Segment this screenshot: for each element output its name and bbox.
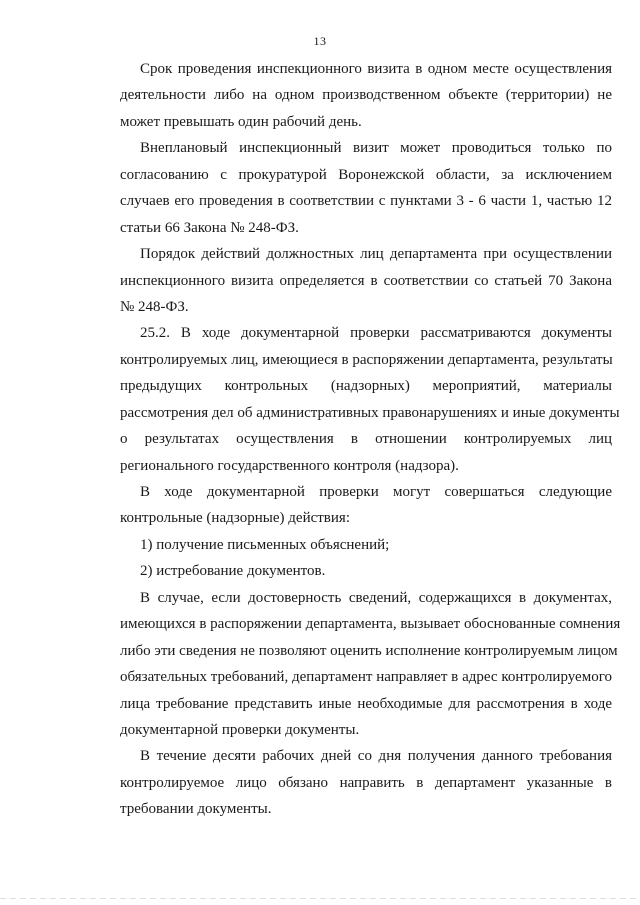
text-line: контрольные (надзорные) действия: xyxy=(120,510,350,527)
text-line: 25.2. В ходе документарной проверки рассматриваются документы xyxy=(140,325,612,342)
page-number: 13 xyxy=(313,34,327,48)
text-line: регионального государственного контроля (надзора). xyxy=(120,457,459,474)
text-line: № 248-ФЗ. xyxy=(120,298,189,315)
text-line: имеющихся в распоряжении департамента, вызывает обоснованные сомнения xyxy=(120,616,621,633)
text-line: случаев его проведения в соответствии с пунктами 3 - 6 части 1, частью 12 xyxy=(120,193,612,210)
text-line: Порядок действий должностных лиц департамента при осуществлении xyxy=(140,246,612,263)
text-line: деятельности либо на одном производственном объекте (территории) не xyxy=(120,87,612,104)
text-line: рассмотрения дел об административных правонарушениях и иные документы xyxy=(120,404,620,421)
text-line: В ходе документарной проверки могут совершаться следующие xyxy=(140,484,612,500)
text-line: контролируемых лиц, имеющиеся в распоряжении департамента, результаты xyxy=(120,351,613,368)
text-line: обязательных требований, департамент направляет в адрес контролируемого xyxy=(120,669,612,686)
text-line: может превышать один рабочий день. xyxy=(120,113,362,130)
text-line: В течение десяти рабочих дней со дня получения данного требования xyxy=(140,748,612,765)
text-line: предыдущих контрольных (надзорных) мероприятий, материалы xyxy=(120,378,612,395)
text-line: согласованию с прокуратурой Воронежской области, за исключением xyxy=(120,166,612,183)
text-line: 2) истребование документов. xyxy=(140,563,326,580)
text-line: Внеплановый инспекционный визит может проводиться только по xyxy=(140,140,612,157)
text-line: о результатах осуществления в отношении контролируемых лиц xyxy=(120,431,612,448)
text-line: статьи 66 Закона № 248-ФЗ. xyxy=(120,219,299,236)
text-line: В случае, если достоверность сведений, содержащихся в документах, xyxy=(140,589,612,606)
text-line: 1) получение письменных объяснений; xyxy=(140,536,390,553)
footer-scan-artifact xyxy=(0,898,640,899)
text-line: либо эти сведения не позволяют оценить исполнение контролируемым лицом xyxy=(120,642,618,659)
text-line: документарной проверки документы. xyxy=(120,721,360,738)
document-body xyxy=(120,56,621,823)
text-line: Срок проведения инспекционного визита в одном месте осуществления xyxy=(140,61,612,77)
text-line: контролируемое лицо обязано направить в департамент указанные в xyxy=(120,774,612,791)
text-line: требовании документы. xyxy=(120,801,272,818)
text-line: лица требование представить иные необходимые для рассмотрения в ходе xyxy=(120,695,612,712)
text-line: инспекционного визита определяется в соответствии со статьей 70 Закона xyxy=(120,272,612,289)
